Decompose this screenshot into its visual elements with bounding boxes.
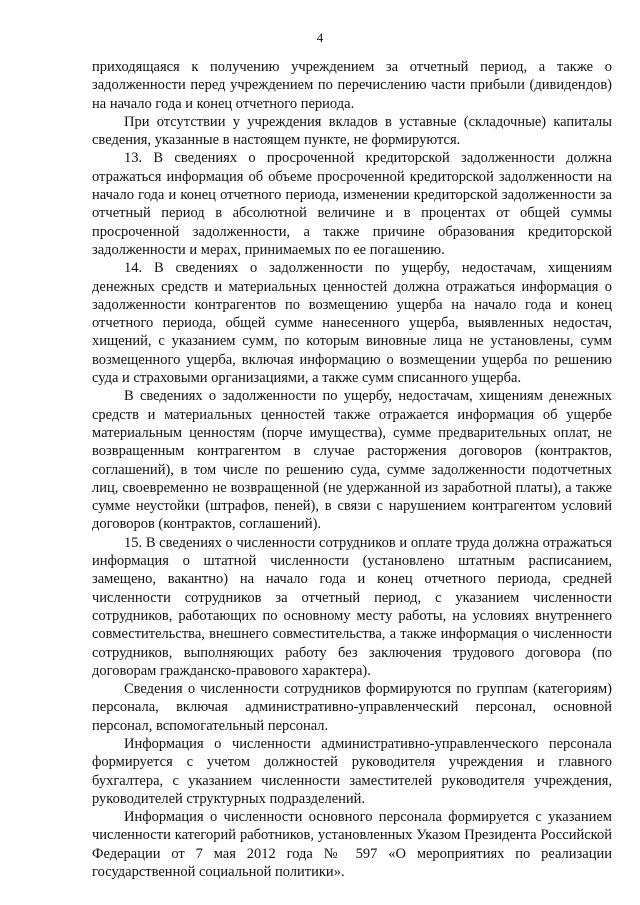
document-body	[92, 58, 612, 881]
paragraph-2: При отсутствии у учреждения вкладов в уставные (складочные) капиталы сведения, указанные в настоящем пункте, не формируются.	[92, 113, 612, 149]
paragraph-15-staff-numbers: 15. В сведениях о численности сотрудников и оплате труда должна отражаться информация о штатной численности (установлено штатным расписанием, замещено, вакантно) на начало года и конец отчетного периода, средней численности сотрудников за отчетный период, с указанием численности сотрудников, работающих по основному месту работы, на условиях внутреннего совместительства, внешнего совместительства, а также информация о численности сотрудников, выполняющих работу без заключения трудового договора (по договорам гражданско-правового характера).	[92, 534, 612, 679]
paragraph-14-continued: В сведениях о задолженности по ущербу, недостачам, хищениям денежных средств и материальных ценностей также отражается информация об ущербе материальным ценностям (порче имущества), сумме предварительных оплат, не возвращенным контрагентом в случае расторжения договоров (контрактов, соглашений), в том числе по решению суда, сумме задолженности подотчетных лиц, своевременно не возвращенной (не удержанной из заработной платы), а также сумме неустойки (штрафов, пеней), в связи с нарушением контрагентом условий договоров (контрактов, соглашений).	[92, 388, 612, 533]
paragraph-core-staff: Информация о численности основного персонала формируется с указанием численности категорий работников, установленных Указом Президента Российской Федерации от 7 мая 2012 года № 597 «О мероприятиях по реализации государственной социальной политики».	[92, 809, 612, 881]
paragraph-14-damage-debt: 14. В сведениях о задолженности по ущербу, недостачам, хищениям денежных средств и материальных ценностей должна отражаться информация о задолженности контрагентов по возмещению ущерба на начало года и конец отчетного периода, общей сумме нанесенного ущерба, выявленных недостач, хищений, с указанием сумм, по которым виновные лица не установлены, сумм возмещенного ущерба, включая информацию о возмещении ущерба по решению суда и страховыми организациями, а также сумм списанного ущерба.	[92, 260, 612, 387]
paragraph-1: приходящаяся к получению учреждением за отчетный период, а также о задолженности перед учреждением по перечислению части прибыли (дивидендов) на начало года и конец отчетного периода.	[92, 59, 612, 112]
paragraph-13-overdue-payables: 13. В сведениях о просроченной кредиторской задолженности должна отражаться информация об объеме просроченной кредиторской задолженности на начало года и конец отчетного периода, изменении кредиторской задолженности за отчетный период в абсолютной величине и в процентах от общей суммы просроченной задолженности, а также причине образования кредиторской задолженности и мерах, принимаемых по ее погашению.	[92, 150, 612, 258]
paragraph-admin-staff: Информация о численности административно-управленческого персонала формируется с учетом должностей руководителя учреждения и главного бухгалтера, с указанием численности заместителей руководителя учреждения, руководителей структурных подразделений.	[92, 735, 612, 807]
page-number: 4	[316, 30, 324, 45]
paragraph-staff-groups: Сведения о численности сотрудников формируются по группам (категориям) персонала, включая административно-управленческий персонал, основной персонал, вспомогательный персонал.	[92, 681, 612, 734]
